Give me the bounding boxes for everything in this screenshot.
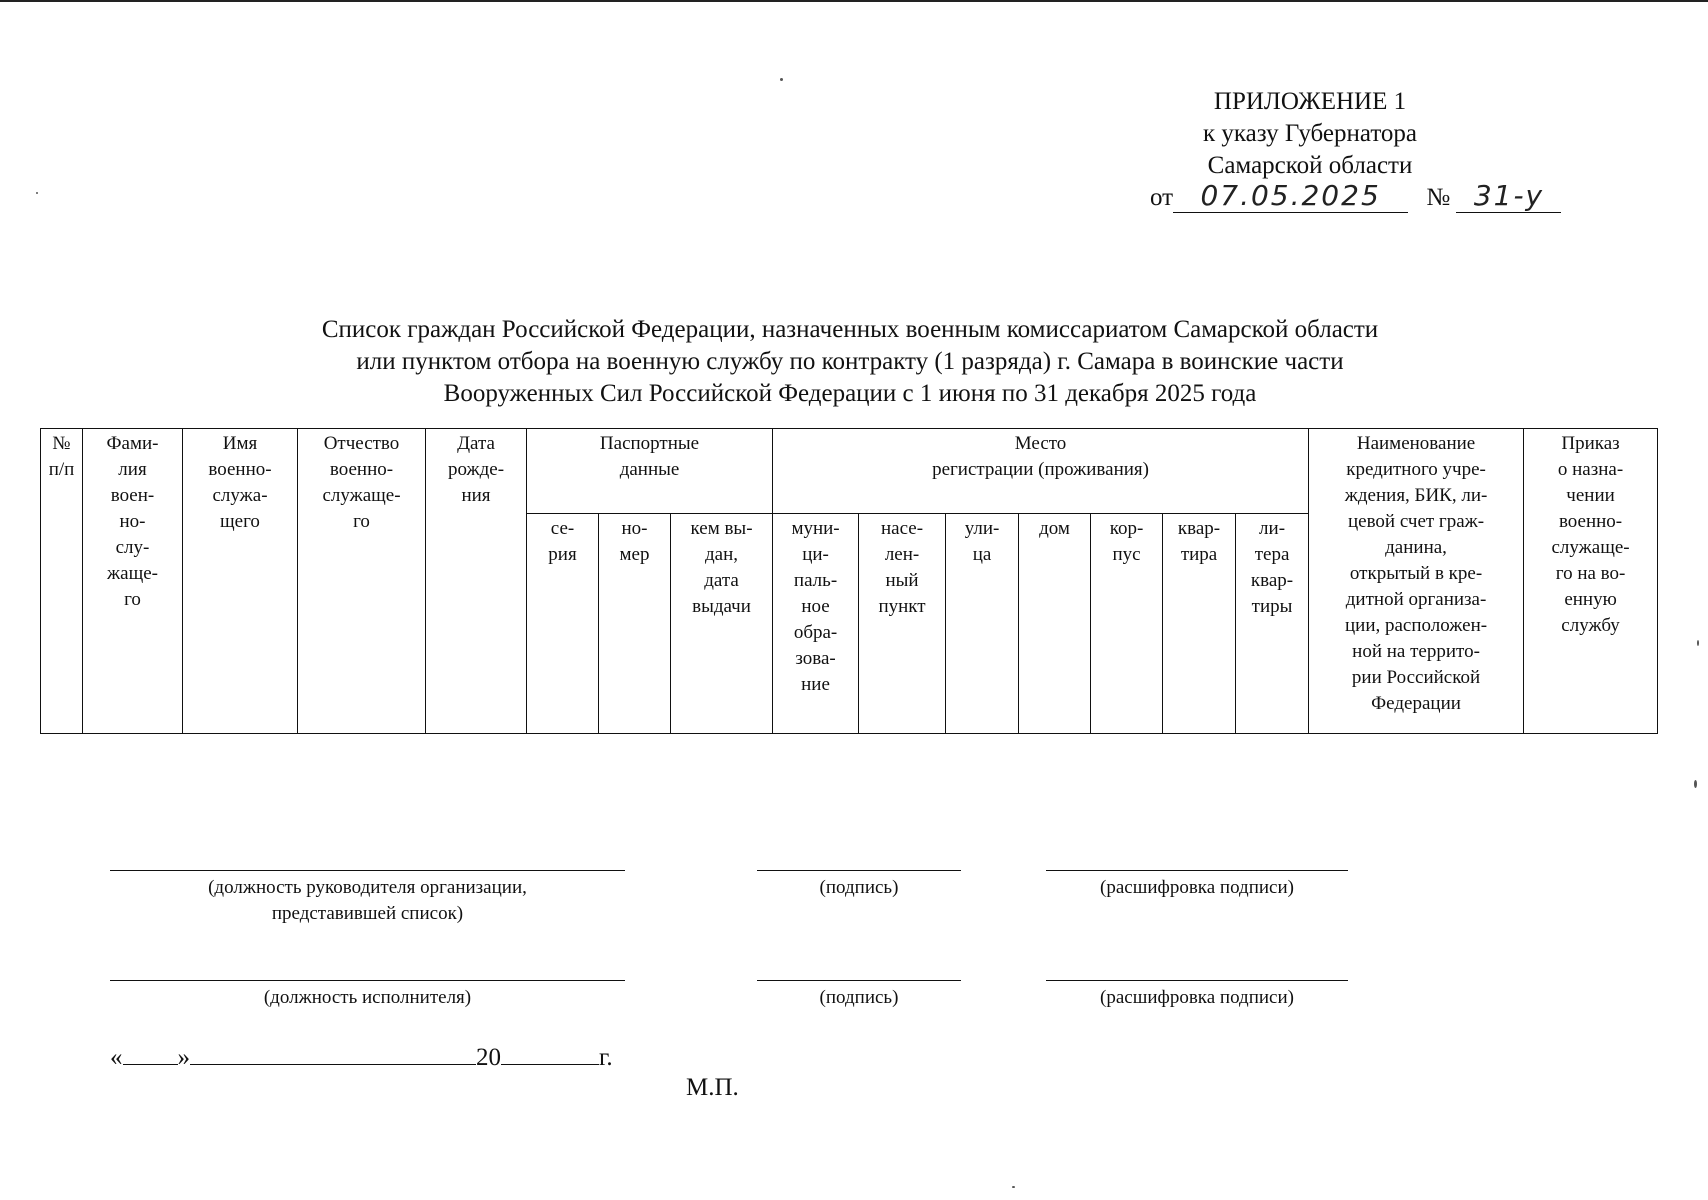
caption-executor-decoding: (расшифровка подписи): [1100, 987, 1294, 1008]
signature-line: [1046, 980, 1348, 981]
decree-date-handwritten: 07.05.2025: [1200, 179, 1381, 212]
appendix-block: [1100, 86, 1520, 182]
scan-speck: [1697, 640, 1699, 646]
date-blank: [110, 1040, 613, 1074]
header-house: дом: [1019, 514, 1091, 734]
header-passport-series: се- рия: [527, 514, 599, 734]
scan-speck: [36, 192, 38, 194]
decree-date-line: [1150, 179, 1561, 214]
header-registration-group: Место регистрации (проживания): [773, 429, 1309, 514]
day-blank: [123, 1040, 178, 1065]
header-appointment-order: Приказ о назна- чении военно- служаще- го на во- енную службу: [1524, 429, 1658, 734]
header-patronymic: Отчество военно- служаще- го: [298, 429, 426, 734]
signature-decoding-head: [1046, 870, 1348, 901]
caption-head-position: (должность руководителя организации, представившей список): [208, 877, 527, 924]
header-surname: Фами- лия воен- но- слу- жаще- го: [83, 429, 183, 734]
appendix-reference: к указу Губернатора: [1202, 120, 1418, 147]
signature-sign-head: [757, 870, 961, 901]
caption-head-signature: (подпись): [819, 877, 899, 898]
header-passport-group: Паспортные данные: [527, 429, 773, 514]
caption-executor-position: (должность исполнителя): [263, 987, 472, 1008]
title-line-2: или пунктом отбора на военную службу по контракту (1 разряда) г. Самара в воинские части: [356, 348, 1344, 375]
scan-speck: [1694, 780, 1697, 788]
century-prefix: 20: [476, 1044, 501, 1071]
year-suffix: г.: [599, 1044, 613, 1071]
appendix-region: Самарской области: [1207, 152, 1413, 179]
signature-line: [110, 870, 625, 871]
year-blank: [501, 1040, 599, 1065]
title-line-3: Вооруженных Сил Российской Федерации с 1 июня по 31 декабря 2025 года: [443, 380, 1257, 407]
header-number: № п/п: [41, 429, 83, 734]
appendix-title: ПРИЛОЖЕНИЕ 1: [1213, 88, 1407, 115]
quote-open: «: [110, 1044, 123, 1071]
header-name: Имя военно- служа- щего: [183, 429, 298, 734]
header-locality: насе- лен- ный пункт: [859, 514, 946, 734]
signature-position-head: [110, 870, 625, 927]
caption-head-decoding: (расшифровка подписи): [1100, 877, 1294, 898]
header-apartment: квар- тира: [1163, 514, 1236, 734]
signature-sign-executor: [757, 980, 961, 1011]
header-municipality: муни- ци- паль- ное обра- зова- ние: [773, 514, 859, 734]
signature-line: [757, 870, 961, 871]
header-passport-number: но- мер: [599, 514, 671, 734]
header-apartment-letter: ли- тера квар- тиры: [1236, 514, 1309, 734]
signature-decoding-executor: [1046, 980, 1348, 1011]
signature-line: [110, 980, 625, 981]
table-header-row-1: [41, 429, 1658, 514]
signature-line: [1046, 870, 1348, 871]
stamp-place: М.П.: [686, 1074, 739, 1101]
document-title: [100, 314, 1600, 410]
header-street: ули- ца: [946, 514, 1019, 734]
quote-close: »: [177, 1044, 190, 1071]
scan-speck: [1012, 1186, 1015, 1188]
decree-date-field: [1173, 179, 1408, 213]
header-bank-account: Наименование кредитного учре- ждения, БИК, ли- цевой счет граж- данина, открытый в кре- дитной организа- ции, расположен- ной на террито- рии Российской Федерации: [1309, 429, 1524, 734]
page-top-border: [0, 0, 1708, 2]
signature-line: [757, 980, 961, 981]
decree-number-field: [1456, 179, 1561, 213]
caption-executor-signature: (подпись): [819, 987, 899, 1008]
header-building: кор- пус: [1091, 514, 1163, 734]
scan-speck: [780, 78, 783, 81]
month-blank: [190, 1040, 476, 1065]
title-line-1: Список граждан Российской Федерации, назначенных военным комиссариатом Самарской области: [321, 316, 1379, 343]
number-sign: №: [1426, 184, 1451, 211]
header-passport-issued: кем вы- дан, дата выдачи: [671, 514, 773, 734]
date-prefix: от: [1150, 184, 1174, 211]
decree-number-handwritten: 31-у: [1473, 179, 1545, 212]
header-birthdate: Дата рожде- ния: [426, 429, 527, 734]
citizens-table: [40, 428, 1658, 734]
signature-position-executor: [110, 980, 625, 1011]
